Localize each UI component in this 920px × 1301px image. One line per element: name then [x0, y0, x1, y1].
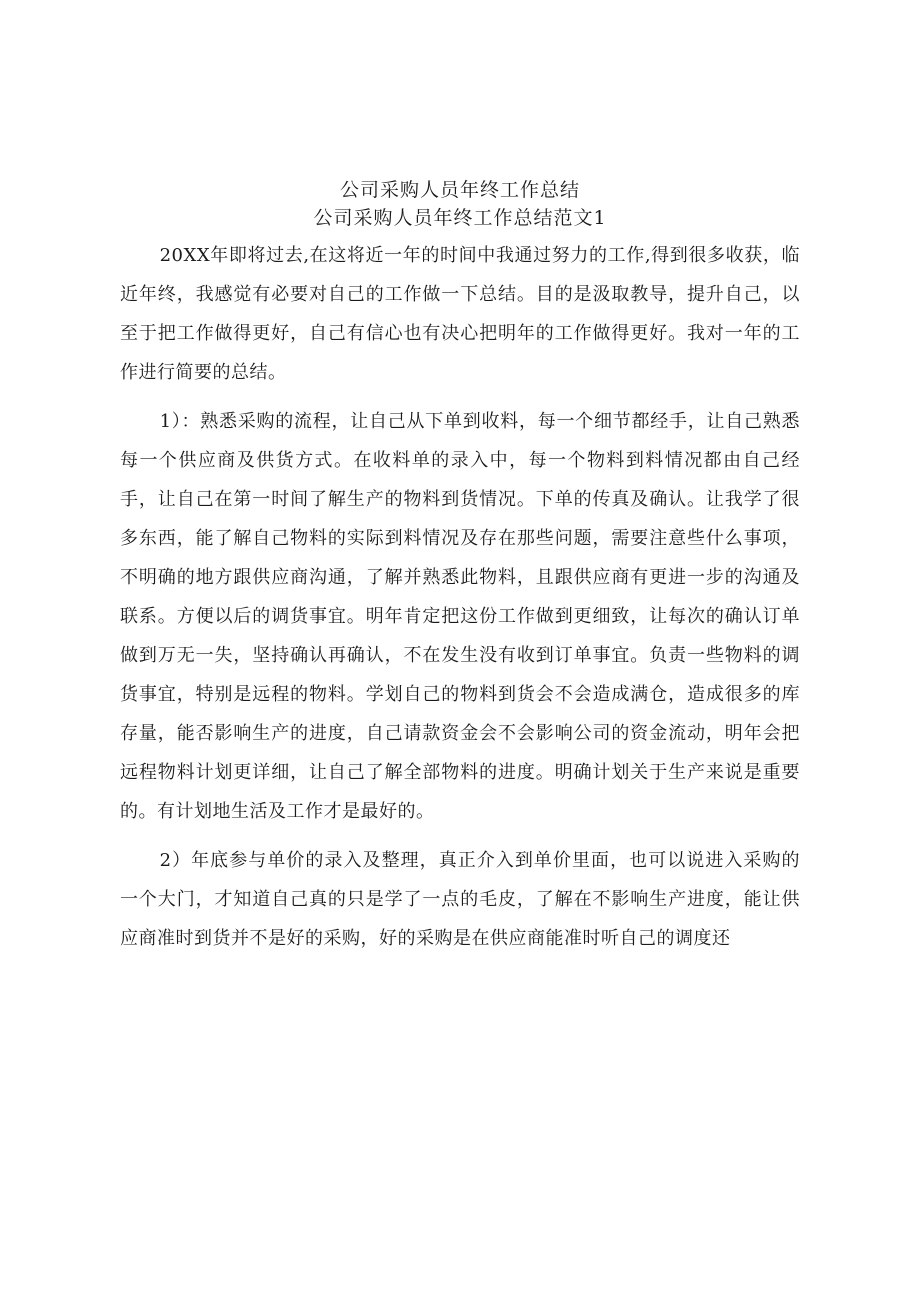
- document-page: [120, 176, 800, 968]
- document-subtitle: 公司采购人员年终工作总结范文1: [313, 207, 607, 229]
- paragraph-item-1: 1）：熟悉采购的流程，让自己从下单到收料，每一个细节都经手，让自己熟悉每一个供应商及供货方式。在收料单的录入中，每一个物料到料情况都由自己经手，让自己在第一时间了解生产的物料到货情况。下单的传真及确认。让我学了很多东西，能了解自己物料的实际到料情况及存在那些问题，需要注意些什么事项，不明确的地方跟供应商沟通，了解并熟悉此物料，且跟供应商有更进一步的沟通及联系。方便以后的调货事宜。明年肯定把这份工作做到更细致，让每次的确认订单做到万无一失，坚持确认再确认，不在发生没有收到订单事宜。负责一些物料的调货事宜，特别是远程的物料。学划自己的物料到货会不会造成满仓，造成很多的库存量，能否影响生产的进度，自己请款资金会不会影响公司的资金流动，明年会把远程物料计划更详细，让自己了解全部物料的进度。明确计划关于生产来说是重要的。有计划地生活及工作才是最好的。: [120, 411, 800, 822]
- paragraph-item-2: 2）年底参与单价的录入及整理，真正介入到单价里面，也可以说进入采购的一个大门，才知道自己真的只是学了一点的毛皮，了解在不影响生产进度，能让供应商准时到货并不是好的采购，好的采购是在供应商能准时听自己的调度还: [120, 850, 800, 949]
- paragraph-intro: 20XX年即将过去,在这将近一年的时间中我通过努力的工作,得到很多收获，临近年终，我感觉有必要对自己的工作做一下总结。目的是汲取教导，提升自己，以至于把工作做得更好，自己有信心也有决心把明年的工作做得更好。我对一年的工作进行简要的总结。: [120, 245, 800, 383]
- document-title: 公司采购人员年终工作总结: [339, 179, 580, 201]
